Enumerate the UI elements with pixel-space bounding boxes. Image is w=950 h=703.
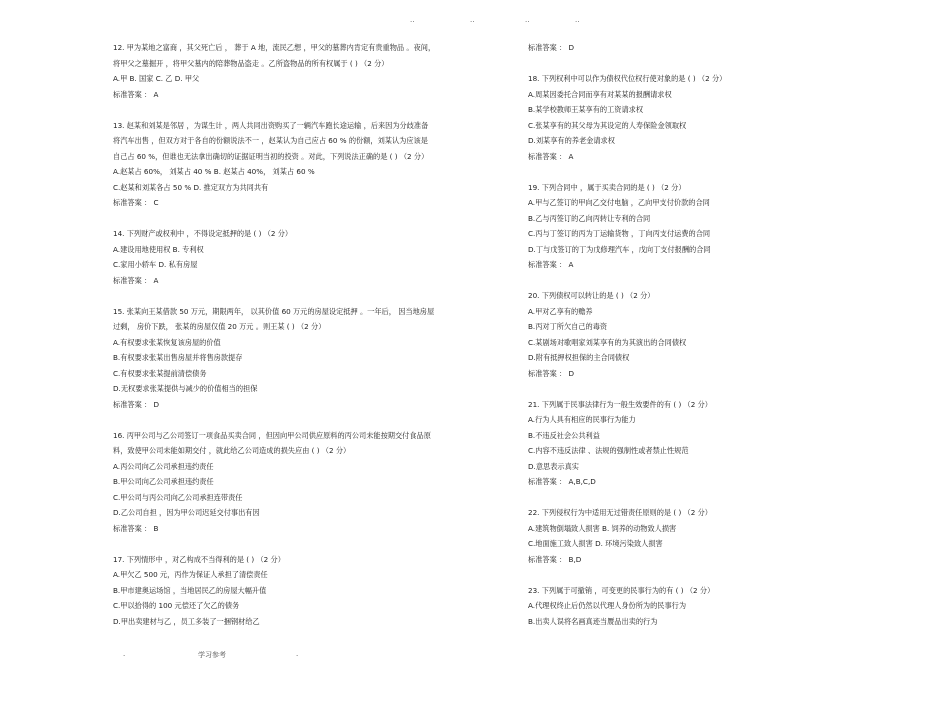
question-line: 过剩， 房价下跌， 张某的房屋仅值 20 万元 。则王某 ( ) （2 分） [113, 322, 326, 331]
question-block [113, 304, 493, 413]
question-line: B.丙对丁所欠自己的毒资 [528, 322, 608, 331]
right-column [528, 40, 908, 629]
block-gap [528, 567, 908, 583]
header-dot: .. [410, 16, 415, 24]
question-block [113, 552, 493, 630]
question-line: C.内容不违反法律 、法规的强制性或者禁止性规范 [528, 446, 689, 455]
question-block [113, 118, 493, 211]
question-line: A.周某因委托合同而享有对某某的报酬请求权 [528, 89, 672, 99]
question-block [113, 226, 493, 288]
question-line: B.乙与丙签订的乙向丙转让专利的合同 [528, 213, 651, 223]
question-block [528, 288, 908, 381]
question-line: 将汽车出售 ，但双方对于各自的份额说法不一 ，赵某认为自己应占 60 % 的份额，刘某认为应该是 [113, 136, 428, 145]
question-line: D.丁与戊签订的丁为戊修理汽车 ，戊向丁支付报酬的合同 [528, 244, 711, 254]
question-line: 12. 甲为某地之富商 ，其父死亡后 ， 葬于 A 地，流民乙想 ，甲父的墓葬内肯定有贵重物品 。夜间， [113, 43, 436, 52]
question-line: 19. 下列合同中 ，属于买卖合同的是 ( ) （2 分） [528, 182, 686, 192]
footer-text: 学习参考 [198, 651, 226, 659]
question-line: A.丙公司向乙公司承担违约责任 [113, 461, 214, 471]
question-line: 料，致使甲公司未能如期交付 ，就此给乙公司造成的损失应由 ( ) （2 分） [113, 446, 351, 455]
question-line: A.建筑物倒塌致人损害 B. 饲养的动物致人损害 [528, 523, 677, 533]
header-dot: .. [525, 16, 530, 24]
footer-dot-right: . [296, 650, 299, 658]
question-line: 17. 下列情形中 ，对乙构成不当得利的是 ( ) （2 分） [113, 554, 285, 564]
question-line: 将甲父之墓掘开 ，将甲父墓内的陪葬物品盗走 。乙所盗物品的所有权属于 ( ) （2 分） [113, 58, 389, 68]
question-line: A.建设用地使用权 B. 专利权 [113, 244, 204, 254]
question-line: D.甲出卖建材与乙 ，员工多装了一捆钢材给乙 [113, 616, 260, 626]
question-line: B.甲公司向乙公司承担违约责任 [113, 477, 214, 486]
answer-line: 标准答案 ： A [528, 151, 574, 161]
header-dots [0, 16, 950, 24]
answer-line: 标准答案 ： B,D [528, 554, 582, 564]
question-line: C.张某享有的其父母为其设定的人寿保险金领取权 [528, 120, 687, 130]
question-line: C.赵某和刘某各占 50 % D. 推定双方为共同共有 [113, 182, 269, 192]
question-line: 21. 下列属于民事法律行为一般生效要件的有 ( ) （2 分） [528, 399, 712, 409]
block-gap [528, 273, 908, 289]
page-footer [0, 650, 950, 660]
block-gap [113, 536, 493, 552]
question-line: A.行为人具有相应的民事行为能力 [528, 415, 636, 424]
question-line: A.甲与乙签订的甲向乙交付电脑 ，乙向甲支付价款的合同 [528, 198, 710, 207]
question-line: B.甲市建奥运场馆 ，当地居民乙的房屋大幅升值 [113, 585, 267, 595]
question-line: 18. 下列权利中可以作为债权代位权行使对象的是 ( ) （2 分） [528, 74, 727, 83]
question-line: A.赵某占 60%， 刘某占 40 % B. 赵某占 40%， 刘某占 60 % [113, 167, 315, 176]
question-line: C.家用小轿车 D. 私有房屋 [113, 260, 198, 269]
question-line: A.代理权终止后仍然以代理人身份所为的民事行为 [528, 601, 687, 610]
question-line: 16. 丙甲公司与乙公司签订一项食品买卖合同 ，但因向甲公司供应原料的丙公司未能按期交付食品原 [113, 430, 431, 440]
question-line: 15. 张某向王某借款 50 万元，期限两年， 以其价值 60 万元的房屋设定抵押 。一年后， 因当地房屋 [113, 306, 435, 316]
question-line: A.有权要求张某恢复该房屋的价值 [113, 337, 221, 347]
question-line: B.不违反社会公共利益 [528, 430, 600, 440]
answer-line: 标准答案 ： D [528, 368, 575, 378]
block-gap [528, 490, 908, 506]
question-line: B.某学校教师王某享有的工资请求权 [528, 105, 644, 114]
question-line: C.甲公司与丙公司向乙公司承担连带责任 [113, 492, 243, 502]
question-line: C.某剧场对歌唱家刘某享有的为其演出的合同债权 [528, 337, 687, 347]
question-block [528, 583, 908, 630]
question-line: C.有权要求张某提前清偿债务 [113, 368, 207, 378]
question-line: A.甲 B. 国家 C. 乙 D. 甲父 [113, 74, 200, 83]
answer-line: 标准答案 ： D [528, 43, 575, 52]
question-line: 13. 赵某和刘某是邻居 ，为谋生计 ，两人共同出资购买了一辆汽车跑长途运输 ，后来因为分歧准备 [113, 120, 429, 130]
question-line: 自己占 60 %，但谁也无法拿出确切的证据证明当初的投资 。对此，下列说法正确的是 ( ) （2 分） [113, 151, 429, 161]
question-block [528, 397, 908, 490]
question-line: D.乙公司自担 ，因为甲公司迟延交付事出有因 [113, 508, 260, 517]
block-gap [113, 102, 493, 118]
question-line: 23. 下列属于可撤销 ，可变更的民事行为的有 ( ) （2 分） [528, 585, 715, 595]
question-line: 20. 下列债权可以转让的是 ( ) （2 分） [528, 291, 655, 300]
question-block [113, 428, 493, 537]
question-block [528, 505, 908, 567]
question-line: A.甲欠乙 500 元，丙作为保证人承担了清偿责任 [113, 570, 268, 579]
question-block [528, 40, 908, 56]
answer-line: 标准答案 ： C [113, 198, 159, 207]
question-line: C.丙与丁签订的丙为丁运输货物 ，丁向丙支付运费的合同 [528, 229, 711, 238]
block-gap [113, 412, 493, 428]
block-gap [528, 56, 908, 72]
question-line: C.甲以拾得的 100 元偿还了欠乙的债务 [113, 601, 240, 610]
question-line: B.有权要求张某出售房屋并将售房款提存 [113, 353, 243, 362]
footer-dot-left: . [123, 650, 126, 658]
question-line: D.意思表示真实 [528, 461, 579, 471]
answer-line: 标准答案 ： A [113, 89, 159, 99]
question-line: B.出卖人误将名画真迹当赝品出卖的行为 [528, 616, 658, 626]
block-gap [528, 381, 908, 397]
left-column [113, 40, 493, 629]
question-line: D.附有抵押权担保的主合同债权 [528, 353, 630, 362]
answer-line: 标准答案 ： D [113, 399, 160, 409]
block-gap [113, 211, 493, 227]
block-gap [528, 164, 908, 180]
question-line: 14. 下列财产或权利中 ，不得设定抵押的是 ( ) （2 分） [113, 229, 293, 238]
block-gap [113, 288, 493, 304]
question-line: 22. 下列侵权行为中适用无过错责任原则的是 ( ) （2 分） [528, 508, 712, 517]
question-line: D.刘某享有的养老金请求权 [528, 136, 615, 145]
question-line: C.地面施工致人损害 D. 环境污染致人损害 [528, 539, 663, 548]
answer-line: 标准答案 ： A [528, 260, 574, 269]
question-block [528, 180, 908, 273]
header-dot: .. [575, 16, 580, 24]
answer-line: 标准答案 ： A,B,C,D [528, 477, 596, 486]
question-line: D.无权要求张某提供与减少的价值相当的担保 [113, 384, 258, 393]
answer-line: 标准答案 ： A [113, 275, 159, 285]
question-line: A.甲对乙享有的赡养 [528, 306, 593, 316]
question-block [113, 40, 493, 102]
header-dot: .. [470, 16, 475, 24]
question-block [528, 71, 908, 164]
answer-line: 标准答案 ： B [113, 523, 159, 533]
